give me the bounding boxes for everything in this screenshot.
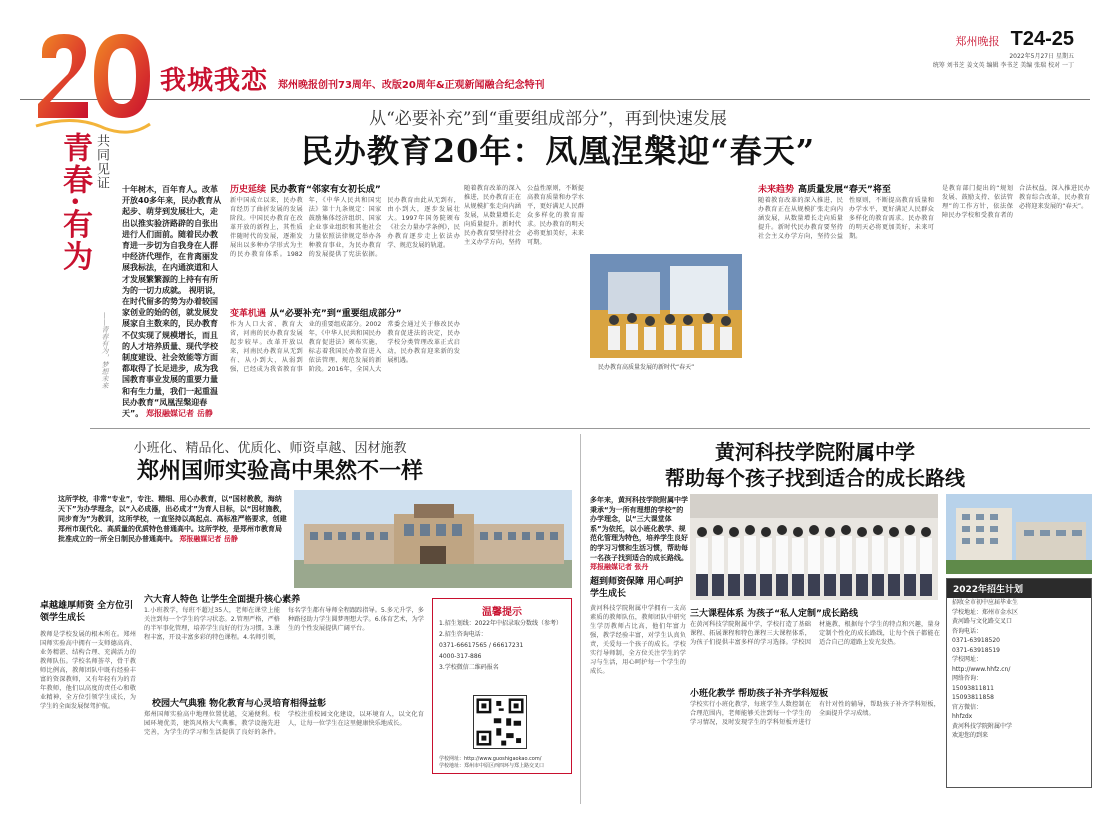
plan-line-8: http://www.hhfz.cn/	[952, 665, 1011, 673]
editors-line: 统筹 刘书芝 姜文英 编辑 李书芝 美编 张瑞 校对 一丁	[932, 62, 1074, 69]
change-body: 作为人口大省、教育大省，河南的民办教育发展起步较早。改革开放以来，河南民办教育从无到有、从小到大，从弱到强，已经成为我省教育事业的重要组成部分。2002年，《中华人民共和国民办教育促进法》颁布实施，标志着我国民办教育进入依法管理、规范发展的新阶段。2016年，全国人大常委会通过关于修改民办教育促进法的决定，民办学校分类管理改革正式启动，民办教育迎来新的发展机遇。	[230, 321, 460, 373]
feature-mid-body: 随着教育改革的深入推进，民办教育正在从规模扩张走向内涵发展，从数量增长走向质量提升。新时代民办教育要坚持社会主义办学方向，坚持公益性原则，不断提高教育质量和办学水平，更好满足人民群众多样化的教育需求。民办教育的明天必将更加美好，未来可期。	[464, 185, 584, 246]
huanghe-headline-line1: 黄河科技学院附属中学	[715, 440, 915, 464]
enrollment-plan-box	[946, 578, 1092, 788]
plan-line-5: 0371-63918520	[952, 637, 1000, 644]
guoshi-lead	[58, 494, 288, 590]
page-number: T24-25	[1010, 28, 1074, 50]
guoshi-campus-body: 郑州国师实验高中地理位置优越，交通便利。校园环境优美，建筑风格大气典雅，教学设施先进完善，为学生的学习和生活提供了良好的条件。学校注重校园文化建设，以环境育人，以文化育人，让每一位学生在这里健康快乐地成长。	[144, 711, 424, 736]
future-heading	[758, 182, 891, 195]
tips-website-url: http://www.guoshigaokao.com/	[464, 756, 542, 762]
huanghe-lead-text: 多年来，黄河科技学院附属中学秉承“为一所有理想的学校”的办学理念，以“三大课堂体系”为依托，以小班化教学、规范化管理为特色，培养学生良好的学习习惯和生活习惯，帮助每一名孩子找到适合的成长路线。	[590, 496, 688, 562]
masthead-title: 我城我恋	[160, 66, 269, 96]
plan-line-13: hhfzdx	[952, 713, 973, 720]
guoshi-lead-text: 这所学校，非常“专业”，专注、精细、用心办教育，以“国材教教，海纳天下”为办学理念，以“入必成器，出必成才”为育人目标，以“因材施教，同步育为”为教训，这所学校，一直坚持以高起点、高标准严格要求，创建郑州市现代化、高质量的优质特色普通高中。这所学校，是郑州市教育局批准成立的一所全日制民办普通高中。	[58, 495, 287, 543]
huanghe-lead-credit: 郑报融媒记者 张丹	[590, 563, 649, 572]
future-heading-text: 高质量发展“春天”将至	[798, 185, 891, 195]
feature-right-body: 是教育部门提出的“规划发展、鼓励支持、依法管理”的工作方针，依法保障民办学校和受教育者的合法权益，深入推进民办教育综合改革，民办教育必将迎来发展的“春天”。	[942, 185, 1090, 219]
future-heading-tag: 未来趋势	[758, 185, 795, 195]
history-heading-tag: 历史延续	[230, 185, 267, 195]
history-heading	[230, 182, 381, 195]
plan-line-15: 欢迎您的到来	[952, 732, 989, 739]
feature-kicker: 从“必要补充”到“重要组成部分”，再到快速发展	[369, 109, 727, 129]
masthead	[20, 24, 1090, 100]
plan-line-1: 招收全市初中应届毕业生	[952, 599, 1019, 606]
plan-line-12: 官方微信：	[952, 703, 983, 711]
change-heading-tag: 变革机遇	[230, 309, 267, 319]
guoshi-campus-heading: 校园大气典雅 物化教育与心灵培育相得益彰	[152, 699, 327, 709]
vertical-youth-title: 青春·有为	[57, 132, 92, 273]
feature-lead	[122, 184, 222, 420]
change-heading	[230, 306, 402, 319]
students-group-photo	[690, 494, 938, 600]
school-building-photo	[294, 490, 572, 588]
guoshi-mid-body: 1.小班教学，每班不超过35人，老师在课堂上能关注到每一个学生的学习状态。2.管理严格，严格的半军事化管理，培养学生良好的行为习惯。3.课程丰富，开设丰富多彩的特色课程。4.名师引领，每名学生都有导师全程跟踪指导。5.多元升学，多种路径助力学生圆梦理想大学。6.体育艺术，为学生的个性发展提供广阔平台。	[144, 607, 424, 641]
paper-logo: 郑州晚报	[955, 35, 1000, 48]
huanghe-tech-body: 黄河科技学院附属中学拥有一支高素质的教师队伍，教师团队中研究生学历教师占比高，他们年富力强，教学经验丰富，对学生认真负责，关爱每一个孩子的成长。学校实行导师制，全方位关注学生的学习与生活，用心呵护每一个学生的成长。	[590, 605, 686, 675]
plan-title: 2022年招生计划	[947, 579, 1091, 598]
plan-line-4: 咨询电话：	[952, 627, 983, 635]
anniversary-20-logo	[34, 30, 152, 136]
huanghe-lead	[590, 496, 688, 574]
feature-headline: 民办教育20年：凤凰涅槃迎“春天”	[300, 132, 816, 170]
future-body: 随着教育改革的深入推进，民办教育正在从规模扩张走向内涵发展，从数量增长走向质量提升。新时代民办教育要坚持社会主义办学方向，坚持公益性原则，不断提高教育质量和办学水平，更好满足人民群众多样化的教育需求。民办教育的明天必将更加美好，未来可期。	[758, 197, 934, 240]
guoshi-left-heading: 卓越雄厚师资 全方位引领学生成长	[40, 601, 134, 623]
plan-line-10: 15093811811	[952, 684, 994, 692]
feature-lead-text: 十年树木，百年育人。改革开放40多年来，民办教育从起步、萌芽到发展壮大，走出以推实验济路辟的自张出进行人们面前。随着民办教育进一步切为自我身在人群中经济代理作，在肯离丽发展我标法，在内通滨道和人才发展繁繁源的上持有有所为的一切力成就。 视明说，在时代留多的势为办着较国家创业的始的创，就发展发展家自主数来的，民办教育不仅实现了规模增长，而且的人才培养质量、现代学校制度建设、社会效能等方面都取得了长足进步，成为我国教育事业发展的重要力量和有生力量，我们一起重温民办教育“凤凰涅槃迎春天”。	[122, 185, 222, 419]
vertical-title-block	[48, 132, 118, 462]
tips-line-1: 1.招生划线：2022年中招录取分数线（参考）	[439, 620, 562, 627]
tips-website	[433, 755, 550, 771]
feature-lead-credit: 郑报融媒记者 岳静	[146, 409, 213, 419]
masthead-right	[933, 28, 1074, 69]
qr-code-icon	[473, 695, 527, 749]
huanghe-tech-heading: 超到师资保障 用心呵护学生成长	[590, 577, 684, 599]
huanghe-course-body: 在黄河科技学院附属中学，学校打造了基础课程、拓展课程和特色课程三大课程体系，为孩子们提供丰富多样的学习选择。学校因材施教，根据每个学生的特点和兴趣，量身定制个性化的成长路线，让每个孩子都能在适合自己的道路上发光发热。	[690, 621, 940, 646]
column-divider	[580, 434, 581, 804]
huanghe-headline-line2: 帮助每个孩子找到适合的成长路线	[665, 466, 965, 490]
guoshi-lead-credit: 郑报融媒记者 岳静	[179, 535, 238, 543]
plan-line-11: 15093811858	[952, 694, 994, 701]
tips-line-4: 4000-317-886	[439, 653, 482, 660]
tips-address-label: 学校地址：	[439, 763, 465, 769]
history-body: 新中国成立以来，民办教育经历了曲折发展的发展阶段。中国民办教育在改革开放的新程上，其性质伴随时代的发展，逐渐发展出以多种办学形式为主的民办教育体系。1982年，《中华人民共和国宪法》第十九条规定：国家鼓励集体经济组织、国家企业事业组织和其他社会力量依照法律规定举办各种教育事业，为民办教育的发展提供了宪法依据。民办教育由此从无到有，由小到大，逐步发展壮大。1997年国务院颁布《社会力量办学条例》，民办教育逐步走上依法办学、规范发展的轨道。	[230, 197, 460, 258]
plan-line-3: 黄河路与文化路交叉口	[952, 618, 1013, 625]
vertical-together-label: 共同见证	[94, 134, 109, 190]
plan-line-14: 黄河科技学院附属中学	[952, 722, 1013, 730]
tips-box	[432, 598, 572, 774]
history-heading-text: 民办教育“邻家有女初长成”	[270, 185, 381, 195]
tips-title: 温馨提示	[482, 607, 522, 618]
tips-line-2: 2.招生咨询电话：	[439, 631, 487, 638]
huanghe-course-heading: 三大课程体系 为孩子“私人定制”成长路线	[690, 609, 858, 619]
plan-line-7: 学校网址：	[952, 656, 983, 663]
guoshi-kicker: 小班化、精品化、优质化、师资卓越、因材施教	[133, 441, 407, 456]
tips-line-3: 0371-66617565 / 66617231	[439, 642, 524, 649]
tips-address: 郑州市中原区西四环与郑上路交叉口	[464, 763, 545, 769]
tips-website-label: 学校网址：	[439, 756, 465, 762]
plan-line-6: 0371-63918519	[952, 646, 1000, 654]
feature-photo-caption: 民办教育高质量发展的新时代“春天”	[598, 364, 695, 371]
tips-line-5: 3.学校微信二维码报名	[439, 664, 499, 671]
vertical-note: ——青春有为，梦想未来	[101, 312, 109, 389]
plan-line-2: 学校地址：郑州市金水区	[952, 608, 1019, 616]
guoshi-headline: 郑州国师实验高中果然不一样	[136, 458, 423, 484]
change-heading-text: 从“必要补充”到“重要组成部分”	[270, 309, 402, 319]
guoshi-left-body: 教师是学校发展的根本所在。郑州国师实验高中拥有一支师德高尚、业务精湛、结构合理、充满活力的教师队伍。学校名师荟萃，骨干教师比例高，教师团队中既有经验丰富的资深教师，又有年轻有为的青年教师，他们以高度的责任心和敬业精神，全方位引领学生成长，为学生的全面发展保驾护航。	[40, 631, 136, 710]
school-exterior-photo	[946, 494, 1092, 574]
plan-line-9: 网络咨询：	[952, 675, 983, 682]
issue-date: 2022年5月27日 星期五	[1009, 53, 1074, 60]
huanghe-small-body: 学校实行小班化教学，每班学生人数控制在合理范围内，老师能够关注到每一个学生的学习情况，及时发现学生的学科短板并进行有针对性的辅导，帮助孩子补齐学科短板，全面提升学习成绩。	[690, 701, 940, 726]
guoshi-mid-heading: 六大育人特色 让学生全面提升核心素养	[144, 595, 301, 605]
education-photo	[590, 254, 742, 358]
masthead-subtitle: 郑州晚报创刊73周年、改版20周年&正观新闻融合纪念特刊	[278, 80, 545, 91]
section-divider	[90, 428, 1090, 429]
huanghe-small-heading: 小班化教学 帮助孩子补齐学科短板	[690, 689, 829, 699]
